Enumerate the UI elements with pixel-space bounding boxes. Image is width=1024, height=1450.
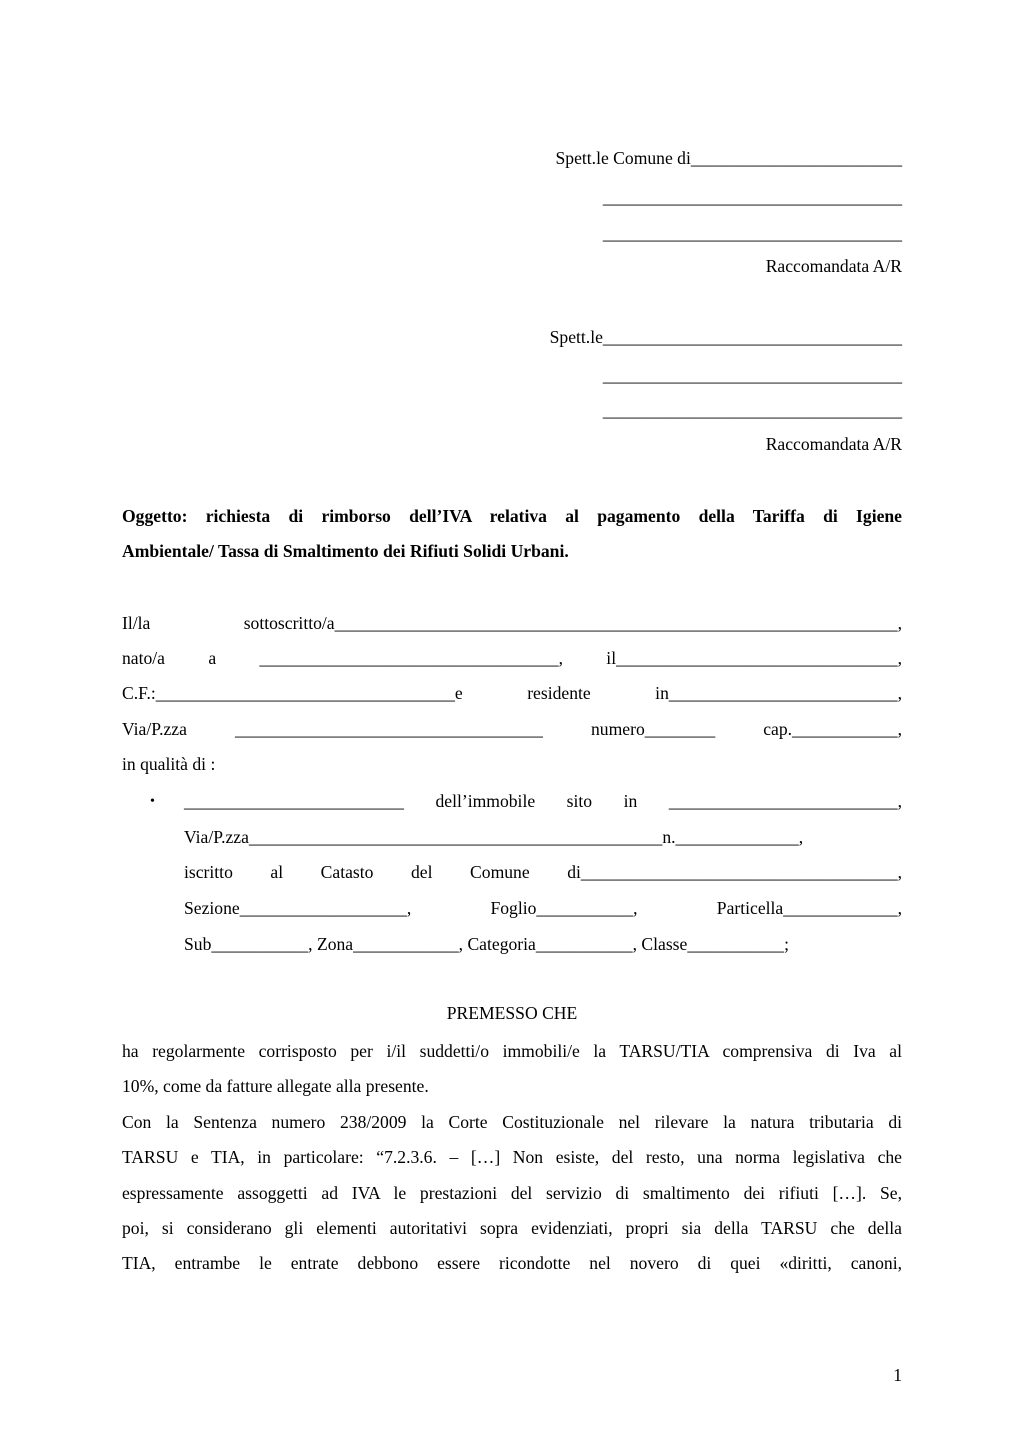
recipient-2-line-3: __________________________________ [602,400,902,420]
form-line-name: Il/la sottoscritto/a________________________________________________________________, [122,613,902,633]
recipient-2-line-1: Spett.le__________________________________ [549,327,902,347]
property-line-1: _________________________ dell’immobile sito in __________________________, [184,791,902,811]
premise-line-2: 10%, come da fatture allegate alla presente. [122,1076,429,1096]
recipient-2-line-2: __________________________________ [602,365,902,385]
recipient-1-line-3: __________________________________ [602,223,902,243]
page-number: 1 [893,1365,902,1385]
premise-line-6: poi, si considerano gli elementi autoritativi sopra evidenziati, propri sia della TARSU che della [122,1218,902,1238]
form-line-address: Via/P.zza ___________________________________ numero________ cap.____________, [122,719,902,739]
property-line-2: Via/P.zza_______________________________________________n.______________, [184,827,804,847]
property-line-5: Sub___________, Zona____________, Categoria___________, Classe___________; [184,934,789,954]
property-line-4: Sezione___________________, Foglio___________, Particella_____________, [184,898,902,918]
premise-line-1: ha regolarmente corrisposto per i/il suddetti/o immobili/e la TARSU/TIA comprensiva di Iva al [122,1041,902,1061]
subject-line-1: Oggetto: richiesta di rimborso dell’IVA relativa al pagamento della Tariffa di Igiene [122,506,902,526]
premise-line-5: espressamente assoggetti ad IVA le prestazioni del servizio di smaltimento dei rifiuti […]. Se, [122,1183,902,1203]
form-line-capacity: in qualità di : [122,754,216,774]
subject-line-2: Ambientale/ Tassa di Smaltimento dei Rifiuti Solidi Urbani. [122,541,569,561]
premise-line-3: Con la Sentenza numero 238/2009 la Corte Costituzionale nel rilevare la natura tributaria di [122,1112,902,1132]
premise-line-7: TIA, entrambe le entrate debbono essere ricondotte nel novero di quei «diritti, canoni, [122,1253,902,1273]
property-line-3: iscritto al Catasto del Comune di____________________________________, [184,862,902,882]
premise-heading: PREMESSO CHE [446,1003,578,1023]
form-line-fiscal-code: C.F.:__________________________________e residente in__________________________, [122,683,902,703]
premise-line-4: TARSU e TIA, in particolare: “7.2.3.6. – […] Non esiste, del resto, una norma legislativa che [122,1147,902,1167]
recipient-1-line-1: Spett.le Comune di________________________ [555,148,902,168]
recipient-1-shipping: Raccomandata A/R [765,256,902,276]
bullet-icon: • [150,794,155,809]
recipient-1-line-2: __________________________________ [602,187,902,207]
recipient-2-shipping: Raccomandata A/R [765,434,902,454]
form-line-birth: nato/a a __________________________________, il________________________________, [122,648,902,668]
